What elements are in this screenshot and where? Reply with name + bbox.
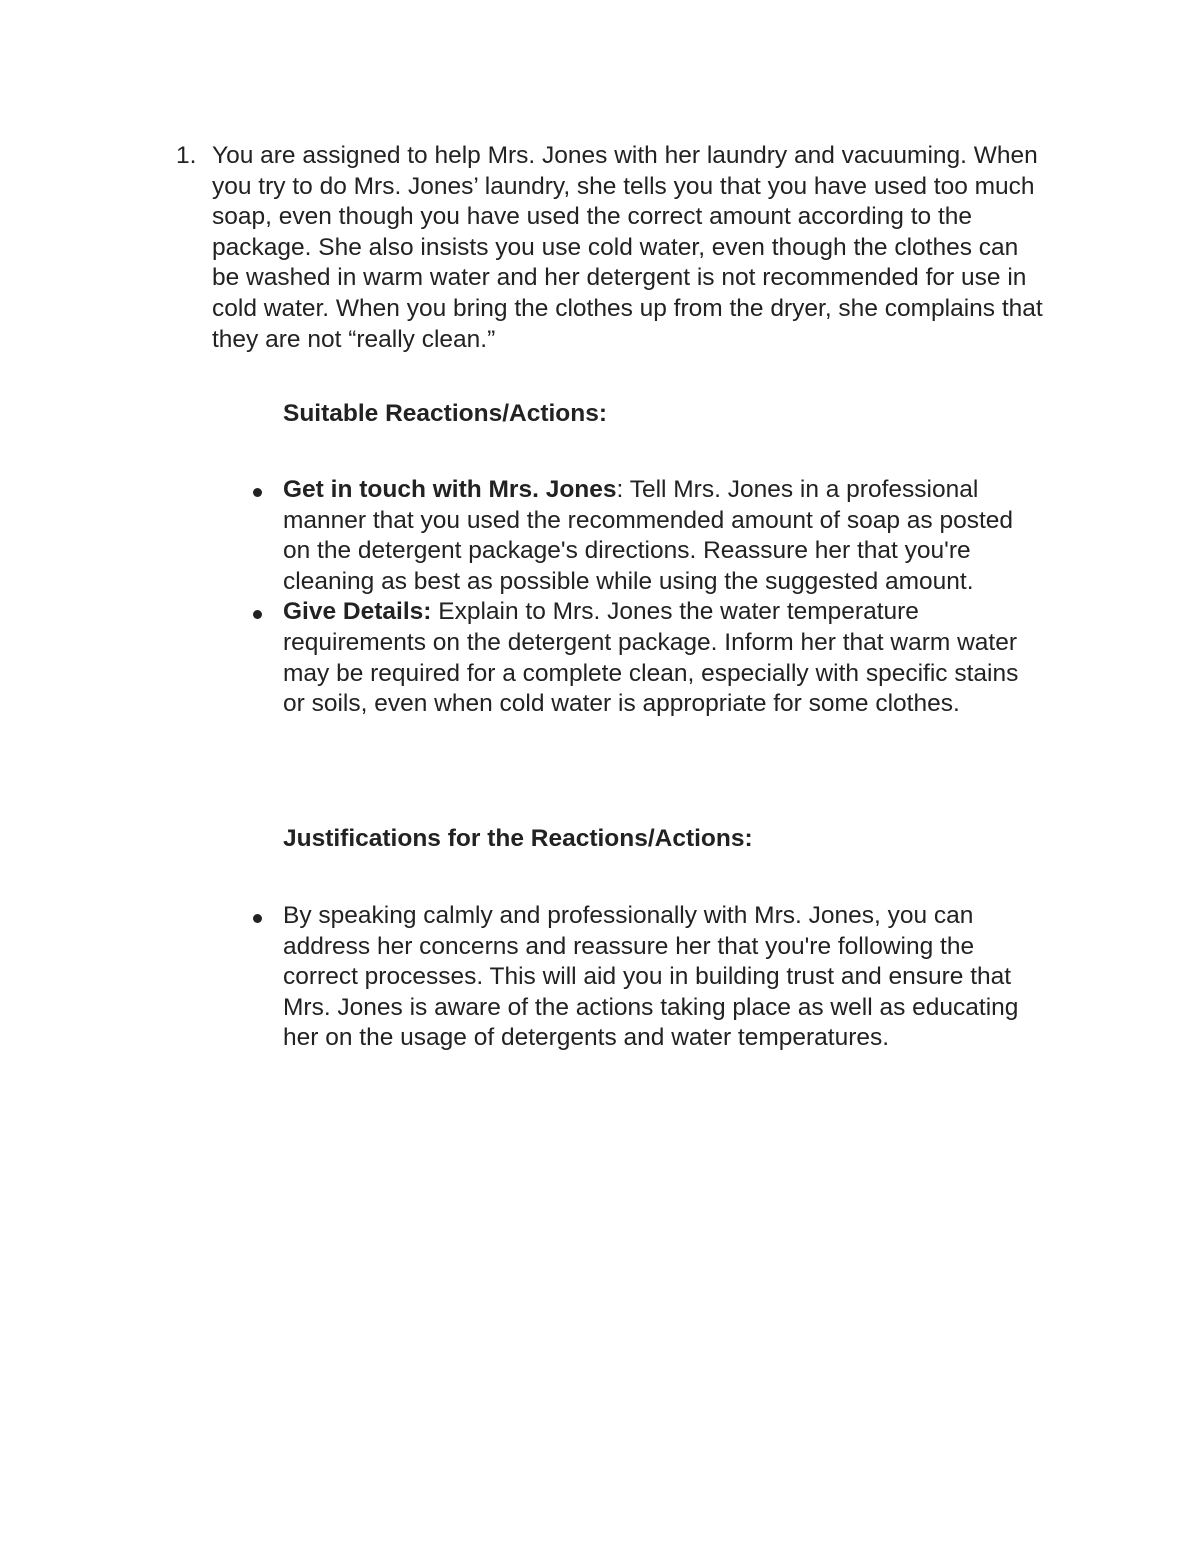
list-item — [248, 901, 1045, 1054]
justifications-list — [248, 901, 1048, 1054]
bullet-icon — [253, 488, 262, 497]
item-text: Explain to Mrs. Jones the water temperature requirements on the detergent package. Inform her that warm water may be required for a complete clean, especially with specific stains or soils, even when cold water is appropriate for some clothes. — [283, 598, 1019, 718]
bullet-icon — [253, 914, 262, 923]
list-item — [248, 475, 1045, 597]
bullet-icon — [253, 610, 262, 619]
item-title: Get in touch with Mrs. Jones — [283, 476, 617, 503]
suitable-list — [248, 475, 1048, 720]
item-title: Give Details: — [283, 598, 432, 626]
question-item — [176, 141, 1056, 355]
item-text: Tell Mrs. Jones in a professional manner that you used the recommended amount of soap as posted on the detergent package's directions. Reassure her that you're cleaning as best as possible while using the suggested amount. — [283, 476, 1014, 595]
list-item — [248, 597, 1045, 719]
suitable-heading: Suitable Reactions/Actions: — [283, 400, 608, 427]
question-number: 1. — [176, 142, 197, 169]
item-separator: : — [616, 476, 624, 503]
item-text: By speaking calmly and professionally with Mrs. Jones, you can address her concerns and reassure her that you're following the correct processes. This will aid you in building trust and ensure that Mrs. Jones is aware of the actions taking place as well as educating her on the usage of detergents and water temperatures. — [283, 902, 1019, 1052]
justifications-heading: Justifications for the Reactions/Actions: — [283, 825, 753, 852]
question-text: You are assigned to help Mrs. Jones with her laundry and vacuuming. When you try to do Mrs. Jones’ laundry, she tells you that you have used too much soap, even though you have used the correct amount according to the package. She also insists you use cold water, even though the clothes can be washed in warm water and her detergent is not recommended for use in cold water. When you bring the clothes up from the dryer, she complains that they are not “really clean.” — [212, 142, 1043, 353]
